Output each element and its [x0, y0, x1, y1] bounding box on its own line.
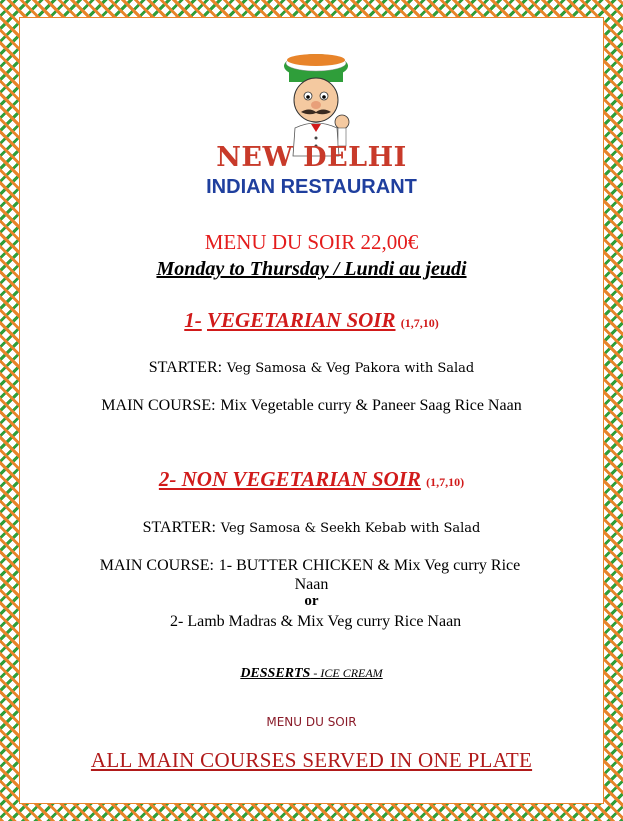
main-course-label: MAIN COURSE:	[99, 557, 214, 574]
menu-price-line: MENU DU SOIR 22,00€	[204, 230, 419, 254]
menu-du-soir-note: MENU DU SOIR	[266, 715, 357, 729]
section-number: 1-	[184, 308, 202, 332]
main-course-text: Mix Vegetable curry & Paneer Saag Rice Naan	[220, 397, 522, 414]
section-vegetarian-heading	[20, 308, 603, 333]
or-separator: or	[304, 593, 319, 609]
starter-text: Veg Samosa & Seekh Kebab with Salad	[220, 521, 481, 536]
desserts-label: DESSERTS	[240, 666, 311, 681]
main-course-line	[60, 556, 560, 575]
starter-text: Veg Samosa & Veg Pakora with Salad	[226, 361, 475, 376]
section-name: VEGETARIAN SOIR	[207, 308, 396, 332]
all-main-courses-note: ALL MAIN COURSES SERVED IN ONE PLATE	[90, 748, 533, 772]
desserts-separator: -	[310, 666, 321, 680]
ice-cream-label: ICE CREAM	[320, 666, 383, 680]
allergen-codes: (1,7,10)	[426, 475, 465, 489]
main-course-option-1-cont: Naan	[294, 576, 329, 593]
menu-days: Monday to Thursday / Lundi au jeudi	[156, 258, 467, 280]
allergen-codes: (1,7,10)	[400, 316, 439, 330]
starter-label: STARTER:	[142, 519, 216, 536]
restaurant-name: NEW DELHI	[216, 142, 407, 173]
starter-line	[20, 518, 603, 537]
restaurant-subtitle: INDIAN RESTAURANT	[206, 176, 417, 198]
main-course-line	[20, 396, 603, 415]
main-course-option-1: 1- BUTTER CHICKEN & Mix Veg curry Rice	[218, 557, 521, 574]
section-non-vegetarian-heading	[20, 467, 603, 492]
main-course-label: MAIN COURSE:	[101, 397, 216, 414]
main-course-option-2: 2- Lamb Madras & Mix Veg curry Rice Naan	[170, 613, 462, 630]
menu-page	[20, 18, 603, 803]
starter-label: STARTER:	[148, 359, 223, 376]
desserts-line	[20, 666, 603, 682]
section-name: 2- NON VEGETARIAN SOIR	[158, 467, 421, 491]
starter-line	[20, 358, 603, 377]
